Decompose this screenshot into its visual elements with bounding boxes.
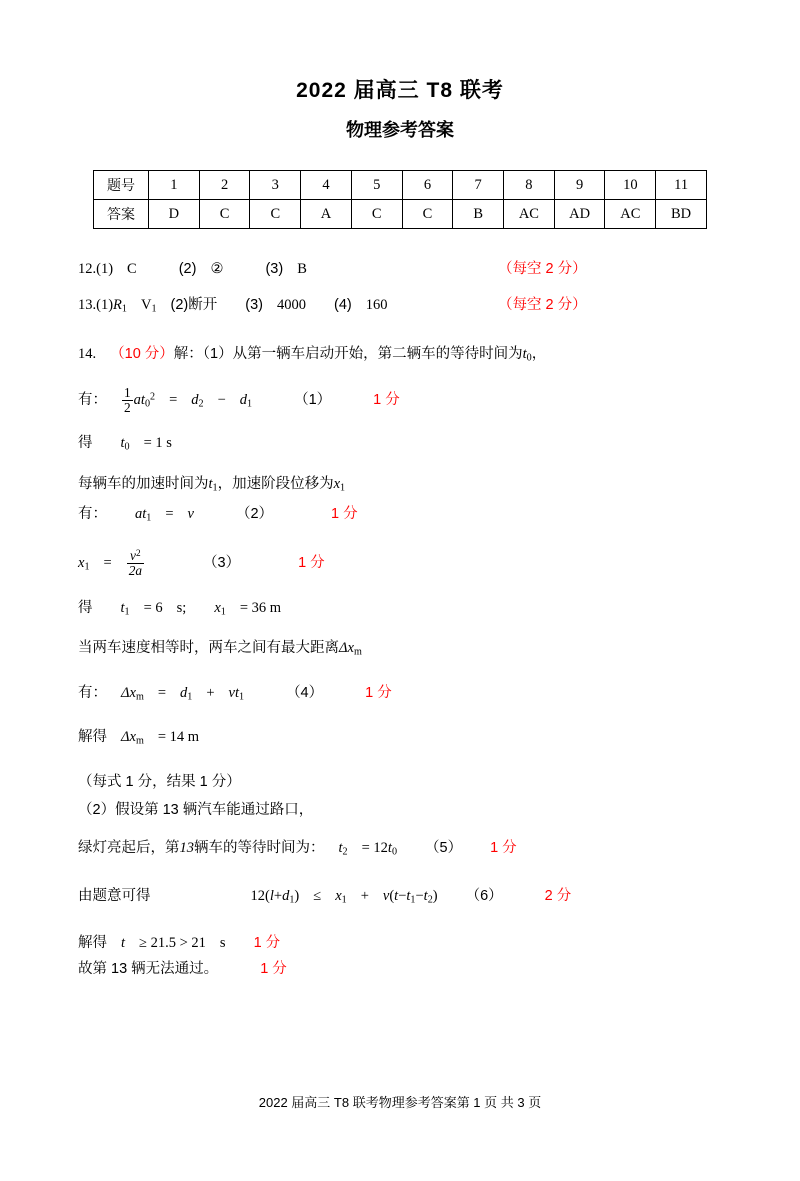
q14-result3-dx-sub: m [135, 735, 144, 747]
q14-text4-t0-sub: 0 [391, 846, 397, 858]
q14-eq1-d1: d [239, 391, 248, 408]
q14-text3-dx-sub: m [353, 646, 362, 658]
q14-score-note: （每式 1 分，结果 1 分） [78, 773, 241, 790]
q14-eq6-paren2-open: ( [389, 888, 395, 905]
q14-result4-prefix: 解得 [78, 934, 107, 951]
q14-eq6-minus2: − [415, 888, 424, 905]
q14-eq4-equals: = [157, 684, 167, 701]
q14-part2-text: （2）假设第 13 辆汽车能通过路口， [78, 801, 314, 818]
solutions-body [70, 259, 730, 979]
q14-eq4-line [78, 683, 730, 708]
q14-eq4-t-sub: 1 [239, 691, 245, 703]
q14-eq1-a: a [133, 391, 141, 408]
q14-text2-t: t [208, 475, 213, 492]
q14-eq6-paren-open: ( [265, 888, 270, 905]
q14-lead-var-sub: 0 [526, 352, 532, 364]
q14-text3-line [78, 638, 730, 663]
q14-result1-t-sub: 0 [124, 441, 130, 453]
answer-key-table [93, 170, 707, 229]
table-cell-answer: A [301, 200, 352, 229]
table-cell-qnum: 9 [554, 171, 605, 200]
question-12-line [78, 259, 730, 279]
q14-result2-unit: s; [176, 599, 187, 616]
q14-eq1-equals: = [169, 391, 178, 408]
table-cell-answer: C [351, 200, 402, 229]
row-header-question: 题号 [94, 171, 149, 200]
q14-eq3-frac-num [127, 549, 144, 564]
q14-eq6-label: （6） [465, 888, 503, 905]
table-cell-answer: C [402, 200, 453, 229]
q14-eq2-line [78, 504, 730, 529]
q14-eq3-num-v: v [130, 547, 136, 563]
table-cell-answer: C [199, 200, 250, 229]
q14-eq2-equals: = [165, 506, 174, 523]
table-cell-answer: AD [554, 200, 605, 229]
q14-eq1-frac-num: 1 [124, 385, 131, 401]
q14-eq6-x1: x [335, 888, 342, 905]
q14-eq2-prefix: 有： [78, 506, 107, 523]
q14-eq3-equals: = [103, 554, 112, 571]
table-row-question-numbers [94, 171, 707, 200]
table-cell-answer: BD [656, 200, 707, 229]
q14-result2-x-sub: 1 [220, 606, 226, 618]
q14-eq4-label: （4） [286, 684, 324, 701]
q14-eq1-minus: − [217, 391, 226, 408]
q14-conclusion-score: 1 分 [260, 960, 287, 977]
q14-eq1-t: t [140, 391, 145, 408]
q14-eq6-plus-inner: + [273, 888, 283, 905]
q14-lead-text: 解：（1）从第一辆车启动开始，第二辆车的等待时间为 [173, 345, 523, 362]
q14-eq6-x1-sub: 1 [341, 894, 347, 906]
q14-eq1-frac-den: 2 [124, 400, 131, 416]
table-cell-qnum: 5 [351, 171, 402, 200]
title-block [0, 74, 800, 142]
q14-eq1-prefix: 有： [78, 391, 107, 408]
q14-total-score: （10 分） [110, 345, 174, 362]
question-14-lead [78, 344, 730, 369]
q14-eq6-l: l [269, 888, 274, 905]
q14-result2-x-value: = 36 m [239, 599, 282, 616]
q13-answer-1-v: V [140, 297, 152, 313]
table-cell-qnum: 7 [453, 171, 504, 200]
q14-result2-prefix: 得 [78, 599, 93, 616]
q14-text3: 当两车速度相等时，两车之间有最大距离 [78, 640, 339, 657]
q14-eq6-minus1: − [398, 888, 407, 905]
q14-eq6-t2: t [423, 888, 428, 905]
q14-eq3-num-sup: 2 [135, 548, 141, 559]
q14-eq4-plus: + [206, 684, 215, 701]
q14-result3-prefix: 解得 [78, 729, 107, 746]
q14-text2-a: 每辆车的加速时间为 [78, 475, 209, 492]
q14-eq6-coeff: 12 [250, 888, 265, 905]
q14-eq4-prefix: 有： [78, 684, 107, 701]
q14-eq2-score: 1 分 [331, 506, 358, 523]
q14-result3-dx: Δx [121, 729, 136, 746]
q12-answer-1: C [127, 261, 137, 277]
q14-text2-mid: ，加速阶段位移为 [217, 475, 334, 492]
table-cell-qnum: 2 [199, 171, 250, 200]
q14-eq6-v: v [382, 888, 390, 905]
q14-result1-line [78, 433, 730, 458]
q14-eq6-line [78, 886, 730, 911]
q14-eq2-label: （2） [235, 506, 274, 523]
page-subtitle: 物理参考答案 [346, 120, 454, 140]
row-header-answer: 答案 [94, 200, 149, 229]
q14-result1-prefix: 得 [78, 435, 93, 452]
q14-conclusion: 故第 13 辆无法通过。 [78, 960, 219, 977]
q14-eq3-frac-den: 2a [128, 562, 143, 578]
q14-text4-mid: 辆车的等待时间为： [194, 839, 325, 856]
table-cell-answer: B [453, 200, 504, 229]
q14-eq3-label: （3） [203, 554, 241, 571]
q14-text2-line [78, 474, 730, 499]
q14-result1-t: t [120, 435, 125, 452]
q14-eq1-d2: d [191, 391, 199, 408]
q14-eq1-t-sub: 0 [144, 398, 151, 410]
q13-part3-label: (3) [245, 297, 263, 313]
q14-eq1-score: 1 分 [373, 391, 400, 408]
q13-answer-1-v-sub: 1 [151, 303, 157, 315]
q13-part4-label: (4) [333, 297, 352, 313]
q13-answer-3: 4000 [276, 297, 306, 313]
q13-answer-1-r: R [113, 297, 122, 313]
q14-result4-line [78, 933, 730, 953]
answer-sheet-page [0, 74, 800, 1181]
q14-result4-score: 1 分 [253, 934, 281, 951]
table-cell-answer: D [149, 200, 200, 229]
q14-eq1-line [78, 386, 730, 415]
q14-text4-label: （5） [425, 839, 463, 856]
q14-result2-line [78, 598, 730, 623]
q14-result2-t-sub: 1 [124, 606, 130, 618]
question-13-line [78, 295, 730, 320]
q14-text4-t0: t [387, 839, 392, 856]
q14-text4-t2-sub: 2 [342, 846, 348, 858]
q14-text4-t2: t [338, 839, 343, 856]
table-cell-qnum: 11 [656, 171, 707, 200]
q14-result2-t-value: = 6 [143, 599, 163, 616]
q14-eq4-dx-sub: m [135, 691, 144, 703]
q14-eq6-t1: t [406, 888, 411, 905]
q13-score-note: （每空 2 分） [498, 297, 587, 313]
q14-text4-line [78, 838, 730, 863]
q14-eq2-v: v [187, 506, 194, 523]
q13-part2-label: (2) [170, 297, 189, 313]
q13-answer-2: 断开 [188, 297, 218, 313]
q12-number: 12.(1) [78, 261, 114, 277]
q14-eq1-d2-sub: 2 [198, 398, 204, 410]
q14-eq6-paren2-close: ) [432, 888, 438, 905]
q14-text4-a: 绿灯亮起后，第 [78, 839, 180, 856]
q14-eq4-d1-sub: 1 [187, 691, 193, 703]
page-title: 2022 届高三 T8 联考 [296, 79, 504, 102]
q13-answer-1-r-sub: 1 [121, 303, 127, 315]
q12-score-note: （每空 2 分） [498, 261, 587, 277]
table-cell-qnum: 8 [504, 171, 555, 200]
q13-number: 13.(1) [78, 297, 114, 313]
q14-result1-value: = 1 s [143, 435, 172, 452]
q14-result4-value: ≥ 21.5 > 21 [139, 934, 206, 951]
q14-result4-t: t [121, 934, 126, 951]
q14-eq4-dx: Δx [121, 684, 136, 701]
q14-eq6-prefix: 由题意可得 [78, 888, 151, 905]
table-cell-qnum: 1 [149, 171, 200, 200]
table-cell-answer: C [250, 200, 301, 229]
q14-eq1-t-sup: 2 [150, 391, 156, 403]
q14-result3-line [78, 727, 730, 752]
q14-eq3-line [78, 549, 730, 578]
q14-part2-line [78, 800, 730, 820]
q14-eq4-t: t [234, 684, 239, 701]
q14-eq4-v: v [228, 684, 235, 701]
q14-eq4-score: 1 分 [365, 684, 392, 701]
q14-text4-score: 1 分 [490, 839, 517, 856]
q14-eq6-d1: d [282, 888, 290, 905]
table-row-answers [94, 200, 707, 229]
q14-result2-t: t [120, 599, 125, 616]
q14-eq3-x-sub: 1 [84, 561, 90, 573]
table-cell-qnum: 4 [301, 171, 352, 200]
q14-eq6-t2-sub: 2 [427, 894, 433, 906]
q14-text4-n: 13 [179, 839, 194, 856]
q14-text2-x: x [333, 475, 341, 492]
q14-eq2-a: a [135, 506, 143, 523]
table-cell-answer: AC [504, 200, 555, 229]
q14-result2-x: x [214, 599, 221, 616]
q14-text2-x-sub: 1 [340, 482, 346, 494]
q14-eq6-t: t [394, 888, 399, 905]
q14-result3-value: = 14 m [157, 729, 200, 746]
q14-text4-equals: = 12 [361, 839, 388, 856]
q14-text3-dx: Δx [339, 640, 354, 657]
q14-result4-unit: s [219, 934, 226, 951]
q14-eq1-label: （1） [294, 391, 332, 408]
q14-lead-var: t [522, 345, 527, 362]
q14-eq6-score: 2 分 [544, 888, 572, 905]
q14-eq6-paren-close: ) [294, 888, 300, 905]
q14-eq6-plus: + [360, 888, 369, 905]
q14-eq2-t-sub: 1 [146, 512, 152, 524]
table-cell-qnum: 10 [605, 171, 656, 200]
q14-eq6-le: ≤ [313, 888, 322, 905]
table-cell-answer: AC [605, 200, 656, 229]
table-cell-qnum: 6 [402, 171, 453, 200]
q14-eq1-fraction [122, 386, 133, 415]
q12-part3-label: (3) [265, 261, 284, 277]
q12-part2-label: (2) [178, 261, 197, 277]
q14-eq3-fraction [127, 549, 144, 578]
q14-eq6-t1-sub: 1 [410, 894, 416, 906]
q12-answer-3: B [297, 261, 307, 277]
q13-answer-4: 160 [365, 297, 388, 313]
page-footer: 2022 届高三 T8 联考物理参考答案第 1 页 共 3 页 [258, 1095, 542, 1110]
q14-eq3-x: x [78, 554, 85, 571]
q14-text2-t-sub: 1 [212, 482, 218, 494]
q14-number: 14. [78, 345, 97, 362]
q14-eq3-score: 1 分 [298, 554, 325, 571]
q14-eq1-d1-sub: 1 [247, 398, 253, 410]
table-cell-qnum: 3 [250, 171, 301, 200]
q14-eq2-t: t [142, 506, 147, 523]
q14-note-line [78, 772, 730, 792]
q14-eq6-d1-sub: 1 [289, 894, 295, 906]
q14-eq4-d1: d [180, 684, 188, 701]
q14-lead-tail: ， [531, 345, 547, 362]
q12-answer-2: ② [210, 261, 224, 277]
q14-conclusion-line [78, 959, 730, 979]
